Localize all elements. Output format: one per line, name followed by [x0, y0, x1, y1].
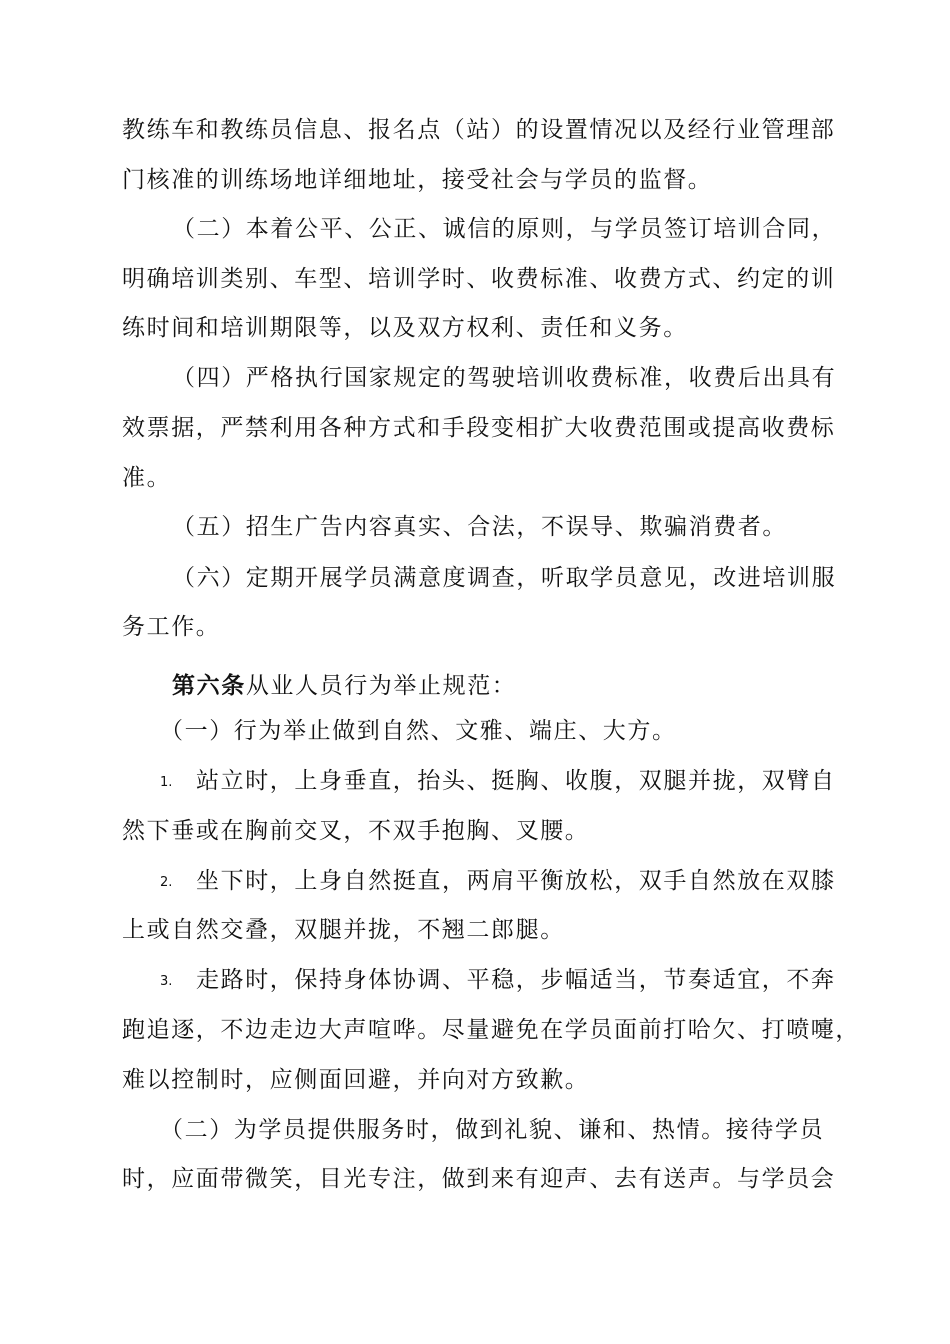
list-item-number: 3.	[160, 974, 173, 989]
list-item-text: 走路时，保持身体协调、平稳，步幅适当，节奏适宜，不奔	[196, 967, 836, 993]
article-heading-title: 从业人员行为举止规范：	[245, 673, 517, 699]
paragraph-line: （四）严格执行国家规定的驾驶培训收费标准，收费后出具有	[172, 365, 837, 391]
article-heading	[172, 670, 516, 702]
list-item-line: 跑追逐，不边走边大声喧哗。尽量避免在学员面前打哈欠、打喷嚏，	[122, 1017, 860, 1043]
list-item-number: 1.	[160, 775, 173, 790]
subsection-heading: （一）行为举止做到自然、文雅、端庄、大方。	[160, 718, 677, 744]
list-item-line: 然下垂或在胸前交叉，不双手抱胸、叉腰。	[122, 818, 590, 844]
list-item-line	[160, 865, 836, 899]
subsection-paragraph-line: （二）为学员提供服务时，做到礼貌、谦和、热情。接待学员	[160, 1117, 825, 1143]
paragraph-line: 效票据，严禁利用各种方式和手段变相扩大收费范围或提高收费标	[122, 415, 836, 441]
list-item-text: 坐下时，上身自然挺直，两肩平衡放松，双手自然放在双膝	[196, 868, 836, 894]
list-item-number: 2.	[160, 875, 173, 890]
paragraph-line: （六）定期开展学员满意度调查，听取学员意见，改进培训服	[172, 565, 837, 591]
paragraph-line: 门核准的训练场地详细地址，接受社会与学员的监督。	[122, 167, 713, 193]
paragraph-line: （五）招生广告内容真实、合法，不误导、欺骗消费者。	[172, 514, 787, 540]
subsection-paragraph-line: 时，应面带微笑，目光专注，做到来有迎声、去有送声。与学员会	[122, 1166, 836, 1192]
paragraph-line: （二）本着公平、公正、诚信的原则，与学员签订培训合同，	[172, 216, 837, 242]
paragraph-line: 练时间和培训期限等，以及双方权利、责任和义务。	[122, 315, 688, 341]
paragraph-line: 教练车和教练员信息、报名点（站）的设置情况以及经行业管理部	[122, 117, 836, 143]
paragraph-line: 务工作。	[122, 614, 221, 640]
paragraph-line: 准。	[122, 465, 172, 491]
list-item-line: 难以控制时，应侧面回避，并向对方致歉。	[122, 1067, 590, 1093]
article-heading-number: 第六条	[172, 673, 246, 699]
paragraph-line: 明确培训类别、车型、培训学时、收费标准、收费方式、约定的训	[122, 266, 836, 292]
list-item-text: 站立时，上身垂直，抬头、挺胸、收腹，双腿并拢，双臂自	[196, 768, 836, 794]
list-item-line	[160, 765, 836, 799]
list-item-line	[160, 964, 836, 998]
list-item-line: 上或自然交叠，双腿并拢，不翘二郎腿。	[122, 917, 565, 943]
